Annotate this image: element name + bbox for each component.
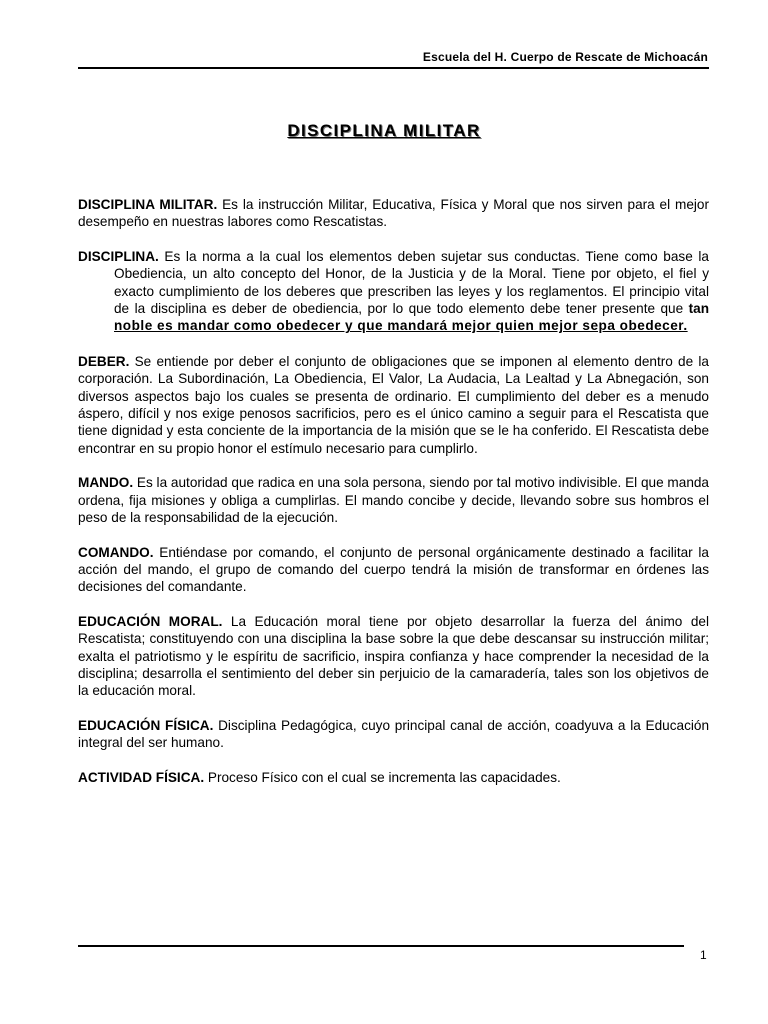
paragraph-educacion-fisica bbox=[78, 717, 709, 752]
paragraph-educacion-moral bbox=[78, 613, 709, 700]
page-title: DISCIPLINA MILITAR bbox=[287, 121, 481, 140]
paragraph-comando bbox=[78, 544, 709, 596]
term-label: DISCIPLINA MILITAR. bbox=[78, 197, 218, 212]
term-label: EDUCACIÓN MORAL. bbox=[78, 613, 223, 629]
definition-text: Es la instrucción Militar, Educativa, Física y Moral que nos sirven para el mejor desempeño en nuestras labores como Rescatistas. bbox=[78, 197, 709, 230]
term-label: DEBER. bbox=[78, 353, 130, 369]
document-body bbox=[78, 196, 709, 786]
definition-text: Es la norma a la cual los elementos deben sujetar sus conductas. Tiene como base la Obediencia, un alto concepto del Honor, de la Justicia y de la Moral. Tiene por objeto, el fiel y exacto cumplimiento de los deberes que prescriben las leyes y los reglamentos. El principio vital de la disciplina es deber de obediencia, por lo que todo elemento debe tener presente que bbox=[114, 248, 709, 317]
paragraph-disciplina bbox=[78, 248, 709, 335]
definition-text: Es la autoridad que radica en una sola persona, siendo por tal motivo indivisible. El que manda ordena, fija misiones y obliga a cumplirlas. El mando concibe y decide, llevando sobre sus hombros el peso de la responsabilidad de la ejecución. bbox=[78, 475, 709, 526]
emphasis-underlined: noble es mandar como obedecer y que mandará mejor quien mejor sepa obedecer. bbox=[114, 318, 688, 334]
term-label: EDUCACIÓN FÍSICA. bbox=[78, 717, 214, 733]
paragraph-deber bbox=[78, 353, 709, 457]
term-label: ACTIVIDAD FÍSICA. bbox=[78, 769, 205, 785]
running-header: Escuela del H. Cuerpo de Rescate de Michoacán bbox=[422, 50, 708, 64]
paragraph-actividad-fisica bbox=[78, 769, 709, 786]
page-number: 1 bbox=[700, 948, 707, 962]
paragraph-disciplina-militar bbox=[78, 196, 709, 231]
paragraph-mando bbox=[78, 474, 709, 526]
definition-text: Entiéndase por comando, el conjunto de personal orgánicamente destinado a facilitar la acción del mando, el grupo de comando del cuerpo tendrá la misión de transformar en órdenes las decisiones del comandante. bbox=[78, 544, 709, 595]
term-label: MANDO. bbox=[78, 475, 134, 491]
footer-divider bbox=[78, 945, 684, 947]
definition-text: Disciplina Pedagógica, cuyo principal canal de acción, coadyuva a la Educación integral del ser humano. bbox=[78, 717, 710, 751]
term-label: DISCIPLINA. bbox=[78, 248, 159, 264]
definition-text: Proceso Físico con el cual se incrementa las capacidades. bbox=[204, 769, 561, 785]
emphasis-bold: tan bbox=[688, 301, 709, 317]
term-label: COMANDO. bbox=[78, 544, 154, 560]
definition-text: Se entiende por deber el conjunto de obligaciones que se imponen al elemento dentro de la corporación. La Subordinación, La Obediencia, El Valor, La Audacia, La Lealtad y La Abnegación, son diversos aspectos bajo los cuales se presenta de ordinario. El cumplimiento del deber es a menudo áspero, difícil y nos exige penosos sacrificios, pero es el único camino a seguir para el Rescatista que tiene dignidad y esta conciente de la importancia de la misión que se le ha conferido. El Rescatista debe encontrar en su propio honor el estímulo necesario para cumplirlo. bbox=[78, 353, 709, 456]
header-divider bbox=[78, 67, 709, 69]
definition-text: La Educación moral tiene por objeto desarrollar la fuerza del ánimo del Rescatista; constituyendo con una disciplina la base sobre la que debe descansar su instrucción militar; exalta el patriotismo y le espíritu de sacrificio, inspira confianza y hace comprender la necesidad de la disciplina; desarrolla el sentimiento del deber sin perjuicio de la camaradería, tales son los objetivos de la educación moral. bbox=[78, 613, 709, 699]
